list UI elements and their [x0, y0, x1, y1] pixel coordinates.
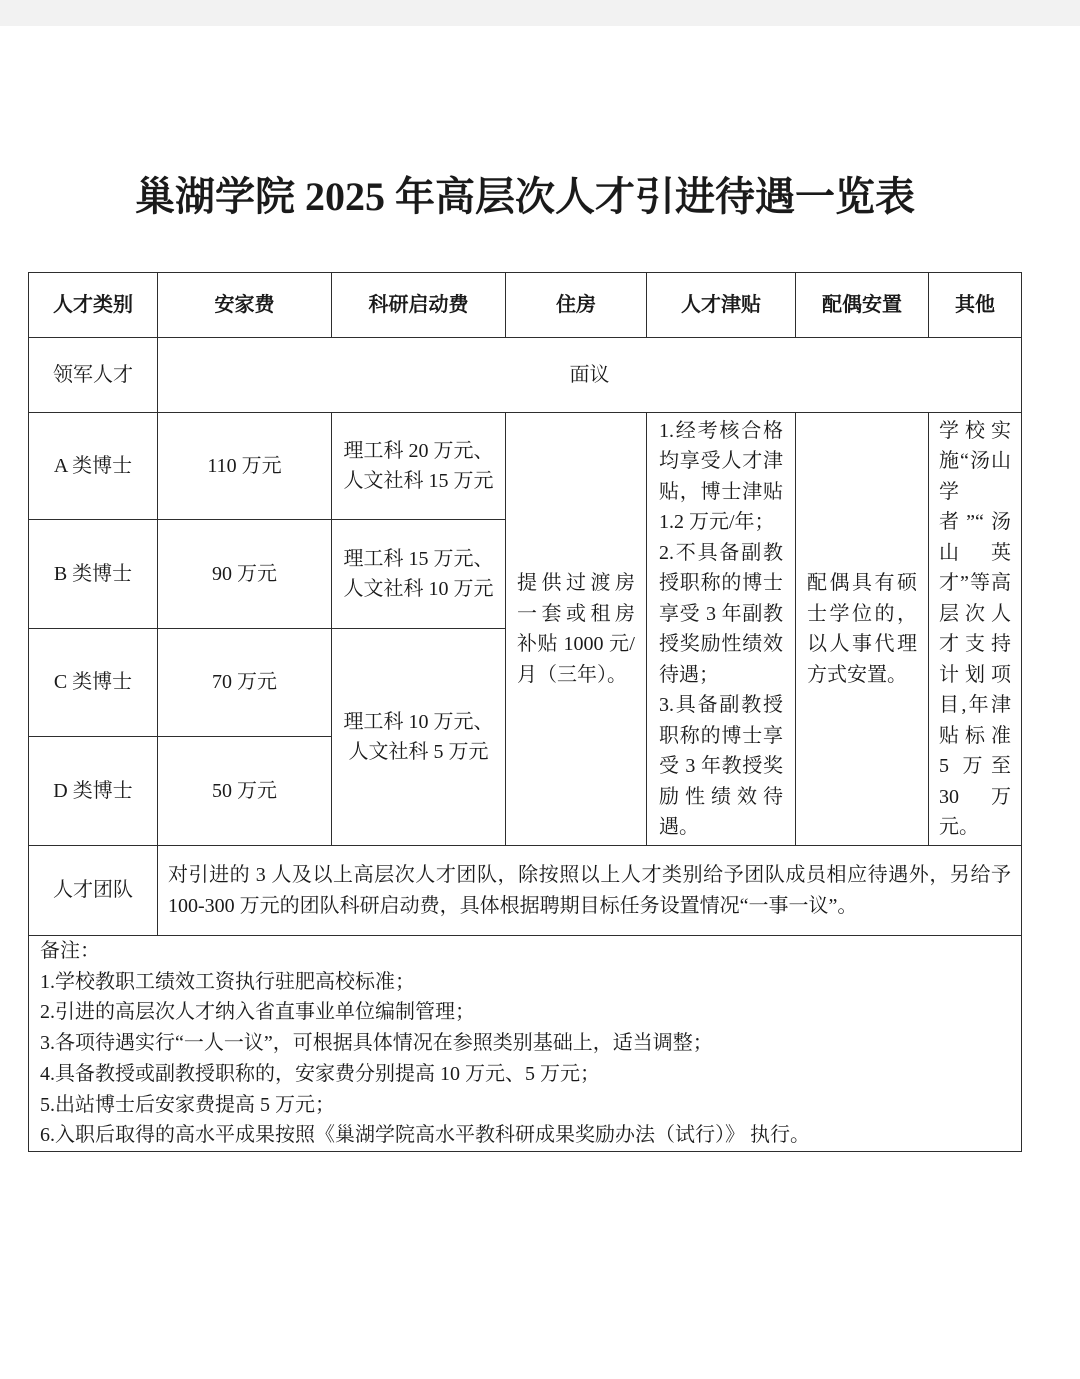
row-d-category: D 类博士: [29, 737, 157, 845]
other-text: 学校实施“汤山学者”“汤山英才”等高层次人才支持计划项目,年津贴标准 5 万至 30 万元。: [939, 419, 1011, 838]
row-a-category: A 类博士: [29, 413, 157, 519]
row-b-research-cell: [332, 520, 505, 628]
row-team-category: 人才团队: [29, 846, 157, 935]
allowance-item: 3.具备副教授职称的博士享受 3 年教授奖励性绩效待遇。: [659, 694, 783, 838]
row-b-research: 理工科 15 万元、人文社科 10 万元: [343, 547, 494, 600]
benefits-table: [28, 272, 1022, 1152]
note-item: 3.各项待遇实行“一人一议”，可根据具体情况在参照类别基础上，适当调整；: [40, 1032, 713, 1055]
header-housing: 住房: [506, 273, 646, 337]
row-leader-benefits: 面议: [158, 338, 1021, 412]
spouse-text: 配偶具有硕士学位的，以人事代理方式安置。: [807, 572, 917, 686]
header-research-fund: 科研启动费: [332, 273, 505, 337]
row-a-settlement: 110 万元: [158, 413, 331, 519]
allowance-item: 2.不具备副教授职称的博士享受 3 年副教授奖励性绩效待遇；: [659, 541, 783, 686]
spouse-cell: [796, 413, 928, 845]
row-b-category: B 类博士: [29, 520, 157, 628]
note-item: 5.出站博士后安家费提高 5 万元；: [40, 1093, 335, 1116]
top-status-band: [0, 0, 1080, 26]
row-d-settlement: 50 万元: [158, 737, 331, 845]
notes-cell: [29, 936, 1021, 1151]
housing-cell: [506, 413, 646, 845]
housing-text: 提供过渡房一套或租房补贴 1000 元/月（三年）。: [517, 572, 635, 686]
note-item: 2.引进的高层次人才纳入省直事业单位编制管理；: [40, 1001, 475, 1024]
row-a-research: 理工科 20 万元、人文社科 15 万元: [343, 439, 494, 492]
row-b-settlement: 90 万元: [158, 520, 331, 628]
row-cd-research: 理工科 10 万元、人文社科 5 万元: [343, 710, 494, 763]
row-c-settlement: 70 万元: [158, 629, 331, 736]
row-team-description: 对引进的 3 人及以上高层次人才团队，除按照以上人才类别给予团队成员相应待遇外，另给予 100-300 万元的团队科研启动费，具体根据聘期目标任务设置情况“一事一议”。: [168, 864, 1011, 917]
page-title: 巢湖学院 2025 年高层次人才引进待遇一览表: [135, 174, 915, 219]
row-cd-research-cell: [332, 629, 505, 845]
header-settlement-fee: 安家费: [158, 273, 331, 337]
header-talent-allowance: 人才津贴: [647, 273, 795, 337]
row-c-category: C 类博士: [29, 629, 157, 736]
allowance-item: 1.经考核合格均享受人才津贴，博士津贴 1.2 万元/年；: [659, 419, 783, 533]
header-spouse-placement: 配偶安置: [796, 273, 928, 337]
header-talent-category: 人才类别: [29, 273, 157, 337]
notes-heading: 备注：: [40, 940, 100, 962]
note-item: 6.入职后取得的高水平成果按照《巢湖学院高水平教科研成果奖励办法（试行）》 执行。: [40, 1124, 810, 1147]
header-other: 其他: [929, 273, 1021, 337]
row-a-research-cell: [332, 413, 505, 519]
allowance-cell: [647, 413, 795, 845]
note-item: 4.具备教授或副教授职称的，安家费分别提高 10 万元、5 万元；: [40, 1062, 600, 1085]
note-item: 1.学校教职工绩效工资执行驻肥高校标准；: [40, 970, 415, 993]
row-team-description-cell: [158, 846, 1021, 935]
other-cell: [929, 413, 1021, 845]
allowance-list: [659, 416, 783, 843]
row-leader-category: 领军人才: [29, 338, 157, 412]
